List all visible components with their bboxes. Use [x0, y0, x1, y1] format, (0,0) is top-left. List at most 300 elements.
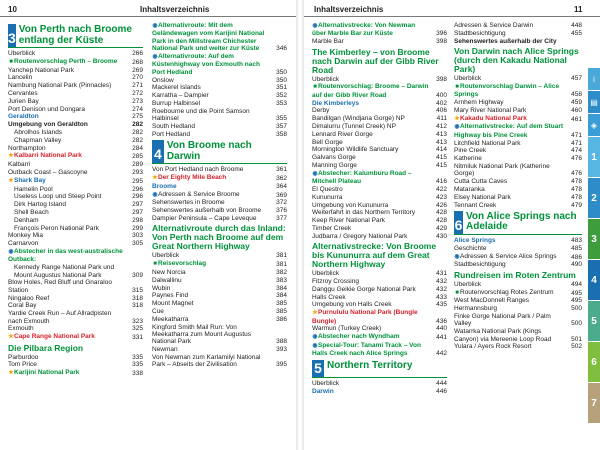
toc-entry[interactable] — [8, 209, 143, 216]
chapter-number: 5 — [312, 360, 324, 377]
toc-entry-page: 274 — [132, 105, 143, 113]
toc-entry[interactable] — [312, 217, 447, 224]
toc-entry-title: Jurien Bay — [8, 97, 39, 105]
toc-entry[interactable] — [152, 292, 287, 299]
toc-entry[interactable] — [454, 83, 582, 99]
toc-entry-title: Elsey National Park — [454, 193, 511, 201]
toc-entry-title: Chapman Valley — [14, 136, 62, 144]
toc-entry[interactable] — [454, 253, 582, 261]
toc-entry[interactable] — [312, 209, 447, 216]
toc-entry[interactable] — [8, 106, 143, 113]
toc-entry-title: Denham — [14, 216, 39, 224]
toc-entry[interactable] — [312, 225, 447, 232]
toc-entry-page: 353 — [276, 100, 287, 108]
toc-entry[interactable] — [454, 328, 582, 343]
toc-entry[interactable] — [8, 186, 143, 193]
toc-entry[interactable] — [8, 82, 143, 89]
section-heading: Rundreisen im Roten Zentrum — [454, 269, 576, 280]
toc-entry-title: ◉Alternativstrecke: Auf dem Stuart Highway bis Pine Creek — [454, 123, 564, 139]
toc-entry-page: 476 — [571, 170, 582, 178]
toc-entry[interactable] — [312, 83, 447, 99]
chapter-tab[interactable]: 2 — [588, 178, 600, 218]
toc-entry[interactable] — [454, 163, 582, 178]
toc-entry-page: 428 — [436, 209, 447, 217]
toc-entry[interactable] — [8, 240, 143, 247]
toc-entry-title: Kalbarri — [8, 161, 31, 169]
toc-entry[interactable] — [454, 289, 582, 297]
toc-entry-title: ◉Abstecher in das west-australische Outback: — [8, 247, 123, 264]
toc-entry[interactable] — [152, 100, 287, 107]
toc-entry[interactable] — [454, 147, 582, 154]
toc-entry[interactable] — [152, 174, 287, 182]
toc-entry-title: Ningaloo Reef — [8, 294, 50, 302]
toc-entry[interactable] — [152, 183, 287, 190]
star-icon: ★ — [312, 310, 318, 317]
toc-entry[interactable] — [152, 316, 287, 323]
toc-entry[interactable] — [152, 285, 287, 292]
star-icon: ★ — [8, 153, 14, 160]
toc-entry[interactable] — [454, 123, 582, 139]
toc-entry-page: 272 — [132, 89, 143, 97]
toc-entry-page: 382 — [276, 269, 287, 276]
toc-entry[interactable] — [152, 215, 287, 222]
toc-entry-page: 502 — [571, 343, 582, 351]
toc-entry-title: Cue — [152, 307, 164, 315]
toc-entry-title: ◉Alternativstrecke: Von Newman über Marble Bar zur Küste — [312, 22, 416, 38]
tip-icon: ◉ — [152, 23, 158, 29]
chapter-tab[interactable]: 3 — [588, 219, 600, 259]
toc-entry[interactable] — [454, 237, 582, 244]
route-icon: ■ — [455, 83, 459, 90]
toc-entry[interactable] — [312, 38, 447, 45]
toc-entry[interactable] — [152, 308, 287, 315]
toc-entry[interactable] — [152, 260, 287, 268]
tip-icon: ◉ — [312, 342, 318, 349]
toc-entry-title: Kununurra — [312, 193, 343, 201]
toc-entry-title: Warmun (Turkey Creek) — [312, 325, 382, 333]
toc-entry-page: 268 — [132, 58, 143, 66]
section-heading: Die Pilbara Region — [8, 342, 84, 353]
toc-entry[interactable] — [312, 294, 447, 301]
chapter-number: 4 — [152, 140, 164, 163]
toc-entry[interactable] — [8, 67, 143, 74]
toc-entry[interactable] — [8, 369, 143, 377]
toc-entry[interactable] — [454, 30, 582, 37]
toc-entry-title: New Norcia — [152, 269, 186, 276]
toc-entry-title: Yanchep National Park — [8, 66, 75, 74]
toc-entry-title: ■Routenvorschlag Rotes Zentrum — [455, 288, 554, 296]
toc-entry-page: 398 — [436, 75, 447, 83]
toc-entry[interactable] — [152, 207, 287, 214]
chapter-heading — [152, 140, 287, 164]
page-header — [304, 3, 600, 17]
toc-entry[interactable] — [312, 115, 447, 122]
toc-entry-page: 372 — [276, 199, 287, 207]
toc-entry[interactable] — [454, 38, 582, 45]
toc-entry[interactable] — [8, 302, 143, 309]
toc-entry[interactable] — [8, 137, 143, 144]
toc-entry-title: ◉Abstecher: Kalumburu Road – Mitchell Plateau — [312, 169, 412, 186]
toc-entry[interactable] — [454, 22, 582, 29]
toc-entry-page: 396 — [436, 30, 447, 38]
toc-entry-page: 395 — [276, 361, 287, 369]
toc-entry[interactable] — [312, 162, 447, 169]
toc-entry[interactable] — [8, 232, 143, 239]
toc-entry-page: 293 — [132, 168, 143, 176]
toc-entry-page: 282 — [132, 128, 143, 136]
toc-entry[interactable] — [312, 278, 447, 285]
toc-entry[interactable] — [152, 53, 287, 76]
chapter-tab[interactable]: 7 — [588, 383, 600, 423]
toc-entry-title: Onslow — [152, 76, 174, 84]
toc-entry[interactable] — [8, 50, 143, 57]
toc-entry[interactable] — [8, 145, 143, 152]
toc-entry-title: ◉Alternativroute: Auf dem Küstenhighway von Exmouth nach Port Hedland — [152, 53, 260, 76]
toc-entry[interactable] — [152, 92, 287, 99]
route-icon: ■ — [313, 84, 317, 91]
toc-entry[interactable] — [8, 325, 143, 332]
toc-entry[interactable] — [152, 269, 287, 276]
route-icon: ■ — [455, 289, 459, 296]
toc-entry-page: 422 — [436, 185, 447, 193]
toc-entry[interactable] — [454, 202, 582, 209]
toc-entry-title: ★Kakadu National Park — [454, 114, 527, 122]
toc-entry[interactable] — [8, 58, 143, 66]
toc-entry[interactable] — [8, 279, 143, 294]
toc-entry[interactable] — [152, 300, 287, 307]
toc-entry[interactable] — [312, 22, 447, 38]
toc-entry-title: Manning Gorge — [312, 161, 357, 169]
toc-entry[interactable] — [8, 121, 143, 128]
toc-entry-page: 500 — [571, 305, 582, 313]
toc-entry-title: El Questro — [312, 185, 343, 193]
toc-entry-page: 305 — [132, 240, 143, 248]
toc-entry-page: 318 — [132, 294, 143, 302]
toc-column — [312, 22, 447, 395]
toc-column — [152, 22, 287, 369]
toc-entry-page: 275 — [132, 113, 143, 121]
toc-entry[interactable] — [312, 388, 447, 395]
toc-entry-page: 414 — [436, 146, 447, 154]
toc-entry[interactable] — [8, 217, 143, 224]
info-icon[interactable]: i — [588, 68, 600, 90]
toc-entry-title: Hamelin Pool — [14, 185, 53, 193]
toc-entry-page: 471 — [571, 131, 582, 139]
toc-entry-page: 385 — [276, 300, 287, 308]
toc-entry[interactable] — [454, 99, 582, 106]
toc-entry-page: 325 — [132, 325, 143, 333]
chapter-heading — [8, 24, 143, 48]
toc-entry-page: 495 — [571, 289, 582, 297]
toc-entry[interactable] — [454, 245, 582, 252]
tip-icon: ◉ — [454, 124, 460, 131]
toc-entry-title: Fitzroy Crossing — [312, 277, 359, 285]
toc-entry-page: 432 — [436, 277, 447, 285]
toc-entry[interactable] — [312, 286, 447, 293]
toc-entry-title: Überblick — [454, 75, 482, 82]
toc-entry[interactable] — [152, 84, 287, 91]
toc-entry[interactable] — [312, 170, 447, 186]
toc-entry[interactable] — [152, 324, 287, 346]
toc-entry[interactable] — [312, 123, 447, 130]
toc-entry[interactable] — [152, 354, 287, 369]
toc-entry-page: 309 — [132, 271, 143, 279]
toc-entry-page: 436 — [436, 317, 447, 325]
toc-entry[interactable] — [454, 178, 582, 185]
toc-entry[interactable] — [152, 346, 287, 353]
toc-entry-title: Katherine — [454, 155, 482, 163]
toc-entry[interactable] — [8, 333, 143, 341]
toc-entry-title: Tennant Creek — [454, 201, 497, 209]
toc-entry-title: Derby — [312, 107, 330, 115]
toc-entry-page: 297 — [132, 208, 143, 216]
section-heading: Alternativstrecke: Von Broome bis Kununurra auf dem Great Northern Highway — [312, 241, 437, 270]
toc-entry-title: ★Purnululu National Park (Bungle Bungle) — [312, 309, 418, 325]
toc-entry[interactable] — [8, 74, 143, 81]
toc-entry-title: Bandilgan (Windjana Gorge) NP — [312, 115, 405, 123]
toc-entry-title: Überblick — [312, 379, 340, 387]
toc-entry-page: 398 — [436, 38, 447, 46]
toc-entry-page: 476 — [571, 155, 582, 163]
toc-entry-title: ◉Adressen & Service Broome — [152, 190, 240, 198]
toc-entry-page: 479 — [571, 201, 582, 209]
toc-entry[interactable] — [8, 98, 143, 105]
toc-entry-title: Yardie Creek Run – Auf Allradpisten nach Exmouth — [8, 310, 112, 325]
toc-entry-page: 364 — [276, 182, 287, 190]
toc-entry[interactable] — [312, 301, 447, 308]
toc-entry-page: 440 — [436, 325, 447, 333]
toc-entry[interactable] — [8, 193, 143, 200]
toc-entry-page: 429 — [436, 224, 447, 232]
toc-entry-page: 269 — [132, 66, 143, 74]
toc-entry[interactable] — [8, 201, 143, 208]
toc-entry-page: 282 — [132, 136, 143, 144]
toc-entry-title: Parburdoo — [8, 353, 39, 361]
toc-entry-title: Judbarra / Gregory National Park — [312, 232, 408, 240]
toc-entry-title: Newman — [152, 346, 178, 354]
toc-entry[interactable] — [454, 107, 582, 114]
toc-entry[interactable] — [312, 154, 447, 161]
toc-entry[interactable] — [8, 169, 143, 176]
toc-entry[interactable] — [454, 281, 582, 288]
toc-entry-page: 413 — [436, 138, 447, 146]
toc-entry-title: Blow Holes, Red Bluff und Gnaraloo Station — [8, 279, 112, 294]
toc-entry[interactable] — [312, 139, 447, 146]
chapter-tab[interactable]: 6 — [588, 342, 600, 382]
toc-entry[interactable] — [8, 264, 143, 279]
toc-entry[interactable] — [152, 108, 287, 123]
toc-entry-title: Hermannsburg — [454, 305, 497, 313]
toc-entry[interactable] — [454, 305, 582, 312]
toc-entry[interactable] — [454, 313, 582, 328]
toc-entry-title: Sehenswertes in Broome — [152, 199, 225, 207]
toc-entry[interactable] — [312, 107, 447, 114]
toc-entry[interactable] — [312, 270, 447, 277]
toc-entry-title: Carnarvon — [8, 240, 39, 248]
right-page — [304, 0, 600, 450]
toc-entry-page: 457 — [571, 75, 582, 82]
chapter-tab[interactable]: 5 — [588, 301, 600, 341]
toc-entry[interactable] — [312, 233, 447, 240]
toc-entry[interactable] — [312, 131, 447, 138]
toc-entry[interactable] — [8, 113, 143, 120]
toc-entry[interactable] — [152, 166, 287, 173]
toc-entry[interactable] — [454, 75, 582, 82]
toc-entry-title: Kennedy Range National Park und Mount Augustus National Park — [14, 264, 115, 279]
toc-entry-page: 282 — [132, 121, 143, 129]
toc-entry[interactable] — [8, 361, 143, 368]
toc-entry-title: Arnhem Highway — [454, 99, 504, 106]
toc-entry-page: 350 — [276, 76, 287, 84]
toc-entry-title: Outback Coast – Gascoyne — [8, 168, 88, 176]
chapter-tab[interactable]: 1 — [588, 137, 600, 177]
toc-entry[interactable] — [312, 100, 447, 107]
toc-entry-title: Port Hedland — [152, 130, 190, 138]
toc-entry-title: Cutta Cutta Caves — [454, 178, 508, 186]
toc-entry[interactable] — [8, 161, 143, 168]
toc-entry-page: 296 — [132, 185, 143, 193]
toc-entry[interactable] — [312, 146, 447, 153]
toc-entry-title: ◉Adressen & Service Alice Springs — [454, 252, 557, 260]
toc-entry-page: 416 — [436, 178, 447, 186]
toc-entry-page: 384 — [276, 284, 287, 292]
chapter-tab[interactable]: 4 — [588, 260, 600, 300]
toc-entry-page: 435 — [436, 301, 447, 309]
toc-entry-page: 303 — [132, 232, 143, 240]
toc-entry[interactable] — [312, 194, 447, 201]
toc-entry[interactable] — [8, 177, 143, 185]
toc-entry[interactable] — [312, 186, 447, 193]
toc-entry[interactable] — [454, 186, 582, 193]
toc-entry[interactable] — [312, 325, 447, 332]
toc-entry-page: 415 — [436, 161, 447, 169]
toc-entry-page: 351 — [276, 84, 287, 92]
toc-entry-page: 474 — [571, 147, 582, 155]
compass-icon[interactable]: ◈ — [588, 114, 600, 136]
toc-entry-title: Dampier Peninsula – Cape Leveque — [152, 215, 257, 222]
toc-entry-title: Northampton — [8, 144, 46, 152]
toc-entry[interactable] — [152, 131, 287, 138]
toc-entry-page: 478 — [571, 178, 582, 186]
toc-entry-page: 448 — [571, 22, 582, 29]
toc-entry-page: 362 — [276, 175, 287, 183]
toc-entry[interactable] — [152, 277, 287, 284]
toc-entry-title: Galvans Gorge — [312, 154, 356, 162]
route-icon: ■ — [153, 261, 157, 268]
toc-entry[interactable] — [312, 202, 447, 209]
toc-entry-title: Umgebung von Kununurra — [312, 201, 389, 209]
toc-entry[interactable] — [152, 77, 287, 84]
toc-entry-title: Die Kimberleys — [312, 99, 359, 107]
toc-entry-title: Watarrka National Park (Kings Canyon) via Mereenie Loop Road — [454, 328, 552, 343]
toc-entry-page: 383 — [276, 276, 287, 284]
chapter-title: Northern Territory — [327, 359, 413, 371]
toc-entry[interactable] — [454, 261, 582, 268]
toc-entry[interactable] — [152, 199, 287, 206]
toc-entry-title: Weiterfahrt in das Northern Territory — [312, 209, 416, 217]
toc-entry-title: Geschichte — [454, 244, 487, 252]
toc-entry-title: Überblick — [152, 252, 180, 260]
chapter-title: Von Perth nach Broome entlang der Küste — [18, 24, 132, 46]
section-heading: Von Darwin nach Alice Springs (durch den Kakadu National Park) — [454, 46, 579, 74]
toc-entry[interactable] — [8, 129, 143, 136]
toc-entry-page: 433 — [436, 293, 447, 301]
toc-entry-title: Abrolhos Islands — [14, 128, 63, 136]
toc-entry-title: Nitmiluk National Park (Katherine Gorge) — [454, 162, 550, 178]
toc-entry[interactable] — [8, 310, 143, 325]
toc-entry[interactable] — [152, 22, 287, 53]
toc-entry-title: Paynes Find — [152, 292, 189, 300]
toc-entry-page: 388 — [276, 338, 287, 346]
toc-entry-title: ■Reisevorschlag — [153, 260, 207, 268]
toc-entry[interactable] — [152, 252, 287, 259]
tip-icon: ◉ — [312, 23, 318, 29]
toc-entry-page: 350 — [276, 68, 287, 76]
toc-entry-title: Überblick — [312, 270, 340, 278]
section-heading: The Kimberley – von Broome nach Darwin auf der Gibb River Road — [312, 46, 439, 75]
toc-entry-title: Mataranka — [454, 185, 485, 193]
toc-entry-page: 358 — [276, 130, 287, 138]
toc-entry-title: Sehenswertes außerhalb von Broome — [152, 207, 262, 215]
toc-entry-page: 271 — [132, 82, 143, 90]
page-number: 10 — [8, 5, 17, 14]
header-title: Inhaltsverzeichnis — [140, 5, 210, 14]
toc-entry[interactable] — [8, 90, 143, 97]
toc-entry-page: 478 — [571, 185, 582, 193]
toc-entry-title: Cervantes — [8, 89, 38, 97]
toc-entry[interactable] — [312, 380, 447, 387]
toc-entry[interactable] — [8, 295, 143, 302]
toc-entry-title: Mornington Wildlife Sanctuary — [312, 146, 399, 154]
toc-entry[interactable] — [454, 343, 582, 350]
toc-entry[interactable] — [8, 225, 143, 232]
chapter-heading — [312, 360, 447, 378]
toc-entry-title: Burrup Halbinsel — [152, 100, 201, 108]
toc-entry[interactable] — [8, 152, 143, 160]
toc-entry-title: Exmouth — [8, 325, 34, 333]
toc-entry-page: 357 — [276, 123, 287, 131]
toc-entry[interactable] — [454, 155, 582, 162]
toc-entry[interactable] — [312, 333, 447, 341]
toc-entry[interactable] — [8, 354, 143, 361]
toc-entry-title: ■Routenvorschlag Darwin – Alice Springs — [454, 82, 560, 99]
toc-entry-page: 501 — [571, 335, 582, 343]
toc-entry[interactable] — [8, 248, 143, 264]
toc-entry-page: 376 — [276, 207, 287, 215]
star-icon: ★ — [8, 370, 14, 377]
toc-entry[interactable] — [312, 76, 447, 83]
tip-icon: ◉ — [152, 54, 158, 61]
toc-entry-page: 400 — [436, 91, 447, 99]
toc-entry-page: 430 — [436, 232, 447, 240]
toc-entry-title: Überblick — [8, 50, 36, 57]
toc-entry-title: Useless Loop und Steep Point — [14, 193, 102, 201]
toc-entry[interactable] — [312, 309, 447, 325]
toc-entry[interactable] — [454, 115, 582, 123]
toc-entry[interactable] — [312, 342, 447, 358]
book-icon[interactable]: ▤ — [588, 91, 600, 113]
toc-entry[interactable] — [454, 140, 582, 147]
toc-entry-title: Karratha – Dampier — [152, 92, 209, 100]
toc-entry[interactable] — [454, 194, 582, 201]
page-number: 11 — [574, 5, 583, 14]
toc-entry[interactable] — [454, 297, 582, 304]
toc-entry[interactable] — [152, 191, 287, 199]
star-icon: ★ — [454, 115, 460, 122]
toc-entry-page: 355 — [276, 115, 287, 123]
toc-entry-title: ■Routenvorschlag Perth – Broome — [9, 57, 118, 65]
toc-entry[interactable] — [152, 123, 287, 130]
